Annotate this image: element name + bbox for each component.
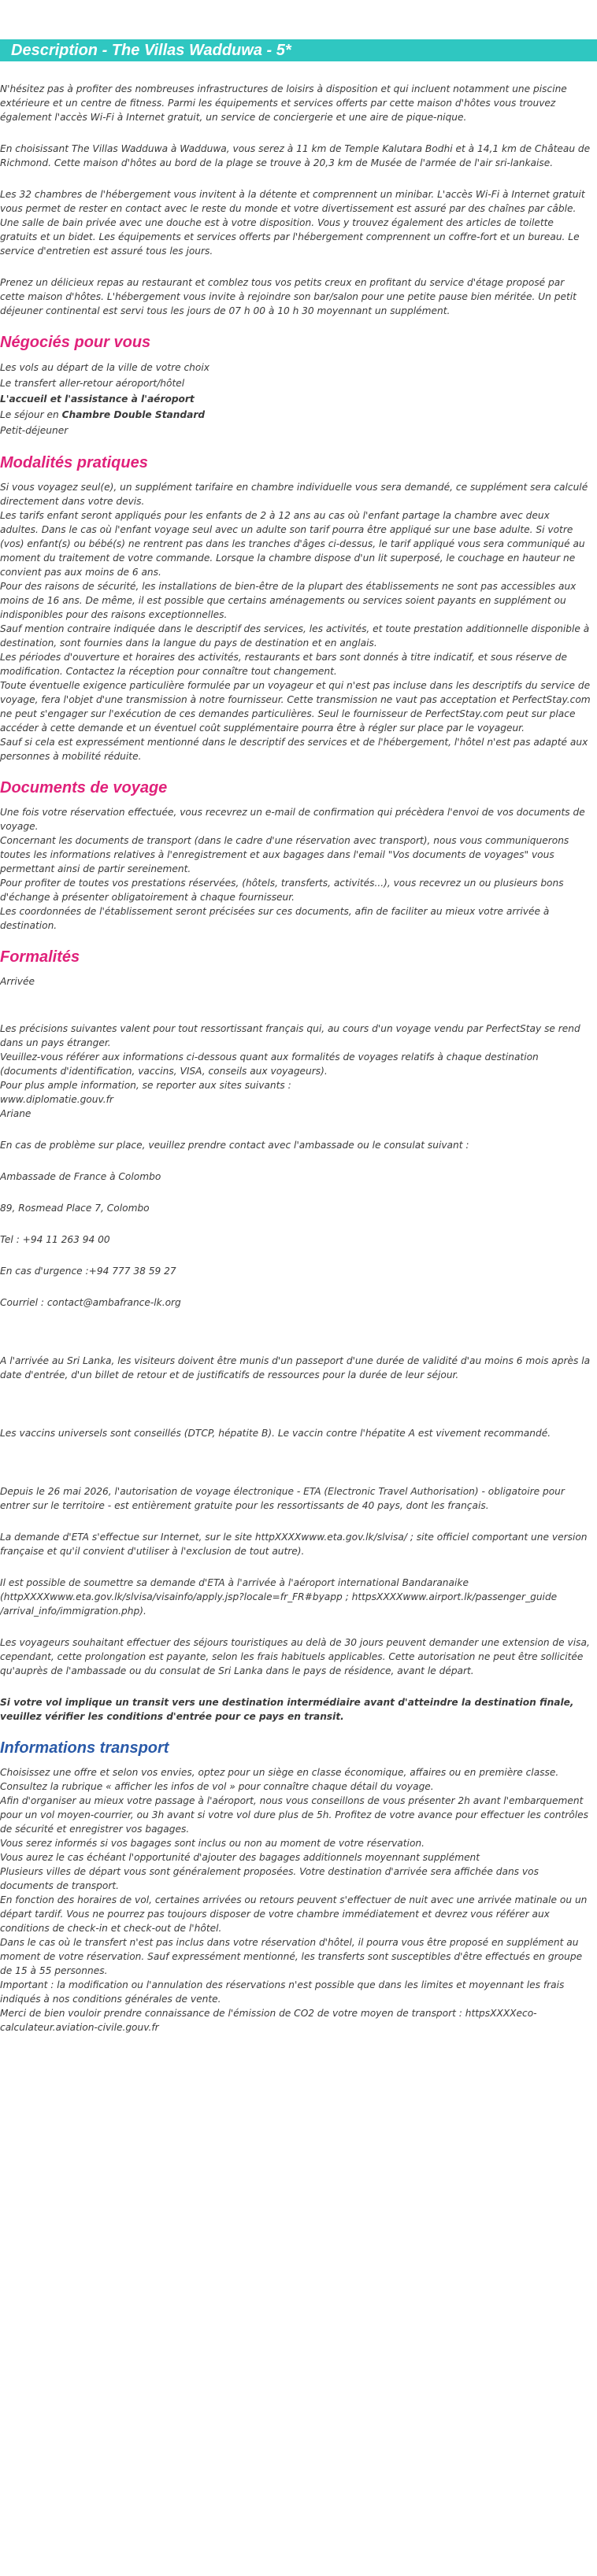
list-item — [0, 407, 591, 423]
formalites-paragraph: En cas de problème sur place, veuillez prendre contact avec l'ambassade ou le consulat suivant : — [0, 1140, 469, 1151]
formalites-paragraph: Les précisions suivantes valent pour tout ressortissant français qui, au cours d'un voyage vendu par PerfectStay se rend dans un pays étranger. — [0, 1023, 580, 1048]
formalites-paragraph: Les voyageurs souhaitant effectuer des séjours touristiques au delà de 30 jours peuvent demander une extension de visa, cependant, cette prolongation est payante, selon les frais habituels applicables. Cette autorisation ne peut être sollicitée qu'auprès de l'ambassade ou du consulat de Sri Lanka dans le pays de résidence, avant le départ. — [0, 1637, 590, 1676]
negocies-heading: Négociés pour vous — [0, 334, 151, 351]
formalites-paragraph: Les vaccins universels sont conseillés (DTCP, hépatite B). Le vaccin contre l'hépatite A est vivement recommandé. — [0, 1428, 551, 1439]
page — [0, 39, 597, 2035]
transport-paragraph: Important : la modification ou l'annulation des réservations n'est possible que dans les limites et moyennant les frais indiqués à nos conditions générales de vente. — [0, 1979, 565, 2005]
ariane-link[interactable]: Ariane — [0, 1108, 32, 1119]
transport-paragraph: Vous serez informés si vos bagages sont inclus ou non au moment de votre réservation. — [0, 1838, 425, 1849]
list-item: Le transfert aller-retour aéroport/hôtel — [0, 378, 185, 389]
transport-paragraph: En fonction des horaires de vol, certaines arrivées ou retours peuvent s'effectuer de nuit avec une arrivée matinale ou un départ tardif. Vous ne pourrez pas toujours disposer de votre chambre immédiatement et devrez vous référer aux conditions de check-in et check-out de l'hôtel. — [0, 1894, 588, 1934]
description-paragraph: N'hésitez pas à profiter des nombreuses infrastructures de loisirs à disposition et qui incluent notamment une piscine extérieure et un centre de fitness. Parmi les équipements et services offerts par cette maison d'hôtes vous trouvez également l'accès Wi-Fi à Internet gratuit, un service de conciergerie et une aire de pique-nique. — [0, 83, 567, 123]
documents-paragraph: Une fois votre réservation effectuée, vous recevrez un e-mail de confirmation qui précèdera l'envoi de vos documents de voyage. — [0, 807, 585, 832]
documents-paragraph: Les coordonnées de l'établissement seront précisées sur ces documents, afin de faciliter au mieux votre arrivée à destination. — [0, 906, 550, 931]
formalites-paragraph: Pour plus ample information, se reporter aux sites suivants : — [0, 1080, 291, 1091]
formalites-paragraph: A l'arrivée au Sri Lanka, les visiteurs doivent être munis d'un passeport d'une durée de validité d'au moins 6 mois après la date d'entrée, d'un billet de retour et de justificatifs de ressources pour la durée de leur séjour. — [0, 1355, 591, 1380]
modalites-heading: Modalités pratiques — [0, 454, 148, 471]
documents-paragraph: Pour profiter de toutes vos prestations réservées, (hôtels, transferts, activités...), vous recevrez un ou plusieurs bons d'échange à présenter obligatoirement à chaque fournisseur. — [0, 878, 564, 903]
room-type: Chambre Double Standard — [61, 409, 206, 420]
modalites-paragraph: Les périodes d'ouverture et horaires des activités, restaurants et bars sont donnés à titre indicatif, et sous réserve de modification. Contactez la réception pour connaître tout changement. — [0, 652, 567, 677]
documents-heading: Documents de voyage — [0, 779, 168, 796]
embassy-email: Courriel : contact@ambafrance-lk.org — [0, 1297, 181, 1308]
embassy-phone: Tel : +94 11 263 94 00 — [0, 1234, 110, 1245]
formalites-paragraph: Il est possible de soumettre sa demande d'ETA à l'arrivée à l'aéroport international Bandaranaike (httpXXXXwww.eta.gov.lk/slvisa/visainfo/apply.jsp?locale=fr_FR#byapp ; httpsXXXXwww.airport.lk/passenger_guide /arrival_info/immigration.php). — [0, 1577, 558, 1617]
diplomatie-link[interactable]: www.diplomatie.gouv.fr — [0, 1094, 113, 1105]
transport-paragraph: Vous aurez le cas échéant l'opportunité d'ajouter des bagages additionnels moyennant supplément — [0, 1852, 480, 1863]
transit-warning: Si votre vol implique un transit vers une destination intermédiaire avant d'atteindre la destination finale, veuillez vérifier les conditions d'entrée pour ce pays en transit. — [0, 1697, 574, 1722]
description-paragraph: Les 32 chambres de l'hébergement vous invitent à la détente et comprennent un minibar. L'accès Wi-Fi à Internet gratuit vous permet de rester en contact avec le reste du monde et votre divertissement est assuré par des chaînes par câble. Une salle de bain privée avec une douche est à votre disposition. Vous y trouvez également des articles de toilette gratuits et un bidet. Les équipements et services offerts par l'hébergement comprennent un coffre-fort et un bureau. Le service d'entretien est assuré tous les jours. — [0, 189, 585, 257]
transport-paragraph: Plusieurs villes de départ vous sont généralement proposées. Votre destination d'arrivée sera affichée dans vos documents de transport. — [0, 1866, 539, 1891]
transport-paragraph: Consultez la rubrique « afficher les infos de vol » pour connaître chaque détail du voyage. — [0, 1781, 434, 1792]
arrivee-label: Arrivée — [0, 976, 35, 987]
transport-heading: Informations transport — [0, 1739, 169, 1757]
embassy-emergency: En cas d'urgence :+94 777 38 59 27 — [0, 1266, 176, 1277]
embassy-name: Ambassade de France à Colombo — [0, 1171, 161, 1182]
list-item-text: Le séjour en — [0, 409, 62, 420]
modalites-paragraph: Sauf mention contraire indiquée dans le descriptif des services, les activités, et toute prestation additionnelle disponible à destination, sont fournies dans la langue du pays de destination et en anglais. — [0, 623, 590, 649]
modalites-paragraph: Toute éventuelle exigence particulière formulée par un voyageur et qui n'est pas incluse dans les descriptifs du service de voyage, fera l'objet d'une transmission à notre fournisseur. Cette transmission ne vaut pas acceptation et PerfectStay.com ne peut s'engager sur l'exécution de ces demandes particulières. Seul le fournisseur de PerfectStay.com peut sur place accéder à cette demande et un éventuel coût supplémentaire pourra être à régler sur place par le voyageur. — [0, 680, 591, 734]
description-paragraph: Prenez un délicieux repas au restaurant et comblez tous vos petits creux en profitant du service d'étage proposé par cette maison d'hôtes. L'hébergement vous invite à rejoindre son bar/salon pour une petite pause bien méritée. Un petit déjeuner continental est servi tous les jours de 07 h 00 à 10 h 30 moyennant un supplément. — [0, 277, 577, 316]
transport-paragraph: Choisissez une offre et selon vos envies, optez pour un siège en classe économique, affaires ou en première classe. — [0, 1767, 559, 1778]
page-title: Description - The Villas Wadduwa - 5* — [11, 41, 291, 59]
content — [0, 61, 597, 2035]
formalites-paragraph: Depuis le 26 mai 2026, l'autorisation de voyage électronique - ETA (Electronic Travel Authorisation) - obligatoire pour entrer sur le territoire - est entièrement gratuite pour les ressortissants de 40 pays, dont les français. — [0, 1486, 565, 1511]
formalites-paragraph: Veuillez-vous référer aux informations ci-dessous quant aux formalités de voyages relatifs à chaque destination (documents d'identification, vaccins, VISA, conseils aux voyageurs). — [0, 1051, 539, 1077]
list-item: Les vols au départ de la ville de votre choix — [0, 362, 210, 373]
embassy-address: 89, Rosmead Place 7, Colombo — [0, 1203, 150, 1214]
formalites-paragraph: La demande d'ETA s'effectue sur Internet, sur le site httpXXXXwww.eta.gov.lk/slvisa/ ; site officiel comportant une version française et qu'il convient d'utiliser à l'exclusion de tout autre). — [0, 1532, 588, 1557]
modalites-paragraph: Sauf si cela est expressément mentionné dans le descriptif des services et de l'hébergement, l'hôtel n'est pas adapté aux personnes à mobilité réduite. — [0, 737, 588, 762]
description-paragraph: En choisissant The Villas Wadduwa à Wadduwa, vous serez à 11 km de Temple Kalutara Bodhi et à 14,1 km de Château de Richmond. Cette maison d'hôtes au bord de la plage se trouve à 20,3 km de Musée de l'armée de l'air sri-lankaise. — [0, 143, 591, 168]
negocies-list — [0, 360, 591, 438]
transport-paragraph: Merci de bien vouloir prendre connaissance de l'émission de CO2 de votre moyen de transport : httpsXXXXeco-calculateur.aviation-civile.gouv.fr — [0, 2008, 537, 2033]
transport-paragraph: Dans le cas où le transfert n'est pas inclus dans votre réservation d'hôtel, il pourra vous être proposé en supplément au moment de votre réservation. Sauf expressément mentionné, les transferts sont susceptibles d'être effectués en groupe de 15 à 55 personnes. — [0, 1937, 583, 1976]
modalites-paragraph: Pour des raisons de sécurité, les installations de bien-être de la plupart des établissements ne sont pas accessibles aux moins de 16 ans. De même, il est possible que certains aménagements ou services soient payants en supplément ou indisponibles pour des raisons exceptionnelles. — [0, 581, 577, 620]
documents-paragraph: Concernant les documents de transport (dans le cadre d'une réservation avec transport), nous vous communiquerons toutes les informations relatives à l'enregistrement et aux bagages dans l'email "Vos documents de voyages" vous permettant ainsi de partir sereinement. — [0, 835, 569, 874]
modalites-paragraph: Si vous voyagez seul(e), un supplément tarifaire en chambre individuelle vous sera demandé, ce supplément sera calculé directement dans votre devis. — [0, 482, 588, 507]
modalites-paragraph: Les tarifs enfant seront appliqués pour les enfants de 2 à 12 ans au cas où l'enfant partage la chambre avec deux adultes. Dans le cas où l'enfant voyage seul avec un adulte son tarif pourra être appliqué sur une base adulte. Si votre (vos) enfant(s) ou bébé(s) ne rentrent pas dans les tranches d'âges ci-dessus, le tarif appliqué vous sera communiqué au moment du traitement de votre commande. Lorsque la chambre dispose d'un lit superposé, le couchage en hauteur ne convient pas aux moins de 6 ans. — [0, 510, 585, 578]
title-bar — [0, 39, 597, 61]
formalites-heading: Formalités — [0, 948, 80, 966]
list-item: L'accueil et l'assistance à l'aéroport — [0, 394, 195, 405]
transport-paragraph: Afin d'organiser au mieux votre passage à l'aéroport, nous vous conseillons de vous présenter 2h avant l'embarquement pour un vol moyen-courrier, ou 3h avant si votre vol dure plus de 5h. Profitez de votre avance pour effectuer les contrôles de sécurité et enregistrer vos bagages. — [0, 1795, 588, 1835]
list-item: Petit-déjeuner — [0, 425, 69, 436]
